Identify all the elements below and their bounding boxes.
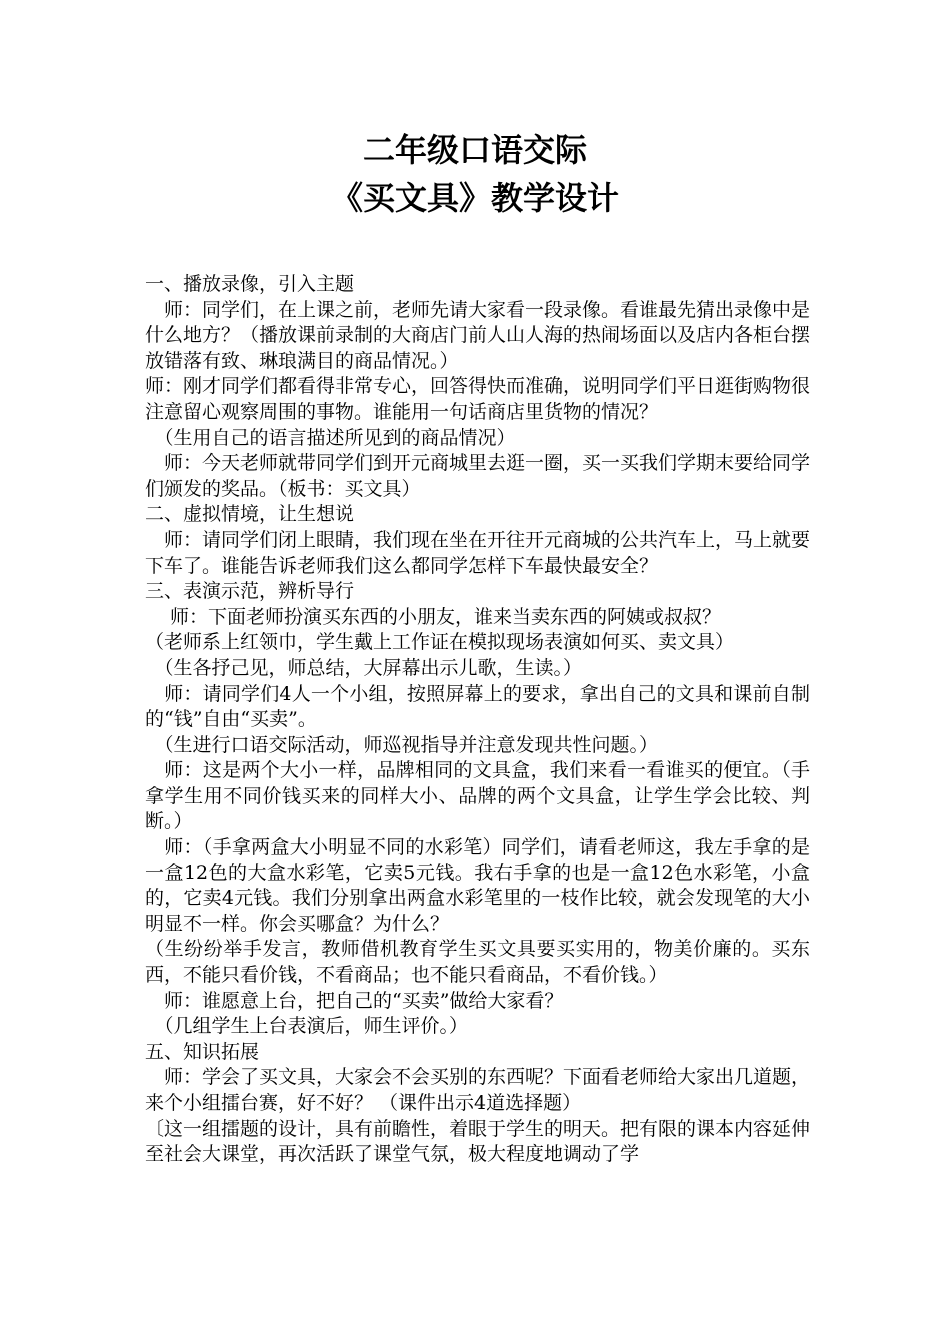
body-paragraph: （生纷纷举手发言，教师借机教育学生买文具要买实用的，物美价廉的。买东西，不能只看价钱，不看商品；也不能只看商品，不看价钱。） xyxy=(145,938,810,987)
body-paragraph: 师：（手拿两盒大小明显不同的水彩笔）同学们，请看老师这，我左手拿的是一盒12色的大盒水彩笔，它卖5元钱。我右手拿的也是一盒12色水彩笔，小盒的，它卖4元钱。我们分别拿出两盒水彩笔里的一枝作比较，就会发现笔的大小明显不一样。你会买哪盒？为什么？ xyxy=(145,836,810,935)
body-paragraph: 师：请同学们4人一个小组，按照屏幕上的要求，拿出自己的文具和课前自制的“钱”自由“买卖”。 xyxy=(145,682,810,731)
body-paragraph: 师：下面老师扮演买东西的小朋友，谁来当卖东西的阿姨或叔叔？ xyxy=(145,605,722,628)
body-paragraph: （老师系上红领巾，学生戴上工作证在模拟现场表演如何买、卖文具） xyxy=(145,631,735,654)
body-paragraph: 师：同学们，在上课之前，老师先请大家看一段录像。看谁最先猜出录像中是什么地方？（播放课前录制的大商店门前人山人海的热闹场面以及店内各柜台摆放错落有致、琳琅满目的商品情况。） xyxy=(145,298,811,372)
body-paragraph: 师：这是两个大小一样，品牌相同的文具盒，我们来看一看谁买的便宜。（手拿学生用不同价钱买来的同样大小、品牌的两个文具盒，让学生学会比较、判断。） xyxy=(145,759,810,833)
body-paragraph: 师：请同学们闭上眼睛，我们现在坐在开往开元商城的公共汽车上，马上就要下车了。谁能告诉老师我们这么都同学怎样下车最快最安全？ xyxy=(145,528,811,577)
section-heading-1: 一、播放录像，引入主题 xyxy=(145,273,355,295)
document-title-line2: 《买文具》教学设计 xyxy=(330,179,619,217)
body-paragraph: （几组学生上台表演后，师生评价。） xyxy=(145,1015,469,1038)
section-heading-3: 三、表演示范，辨析导行 xyxy=(145,580,355,603)
document-body xyxy=(145,272,810,1168)
body-paragraph: 师：谁愿意上台，把自己的“买卖”做给大家看？ xyxy=(145,989,564,1012)
body-paragraph: （生各抒己见，师总结，大屏幕出示儿歌，生读。） xyxy=(145,656,583,679)
body-paragraph: 师：学会了买文具，大家会不会买别的东西呢？下面看老师给大家出几道题，来个小组擂台赛，好不好？ （课件出示4道选择题） xyxy=(145,1066,811,1114)
body-paragraph: （生进行口语交际活动，师巡视指导并注意发现共性问题。） xyxy=(145,733,659,756)
section-heading-2: 二、虚拟情境，让生想说 xyxy=(145,503,355,526)
body-paragraph: 师：今天老师就带同学们到开元商城里去逛一圈，买一买我们学期末要给同学们颁发的奖品。（板书：买文具） xyxy=(145,452,811,500)
section-heading-5: 五、知识拓展 xyxy=(145,1040,260,1063)
body-paragraph: 〔这一组擂题的设计，具有前瞻性，着眼于学生的明天。把有限的课本内容延伸至社会大课堂，再次活跃了课堂气氛，极大程度地调动了学 xyxy=(145,1117,811,1166)
body-paragraph: 师：刚才同学们都看得非常专心，回答得快而准确，说明同学们平日逛街购物很注意留心观察周围的事物。谁能用一句话商店里货物的情况？ xyxy=(145,375,811,423)
body-paragraph: （生用自己的语言描述所见到的商品情况） xyxy=(145,426,516,449)
document-title-line1: 二年级口语交际 xyxy=(362,131,587,169)
